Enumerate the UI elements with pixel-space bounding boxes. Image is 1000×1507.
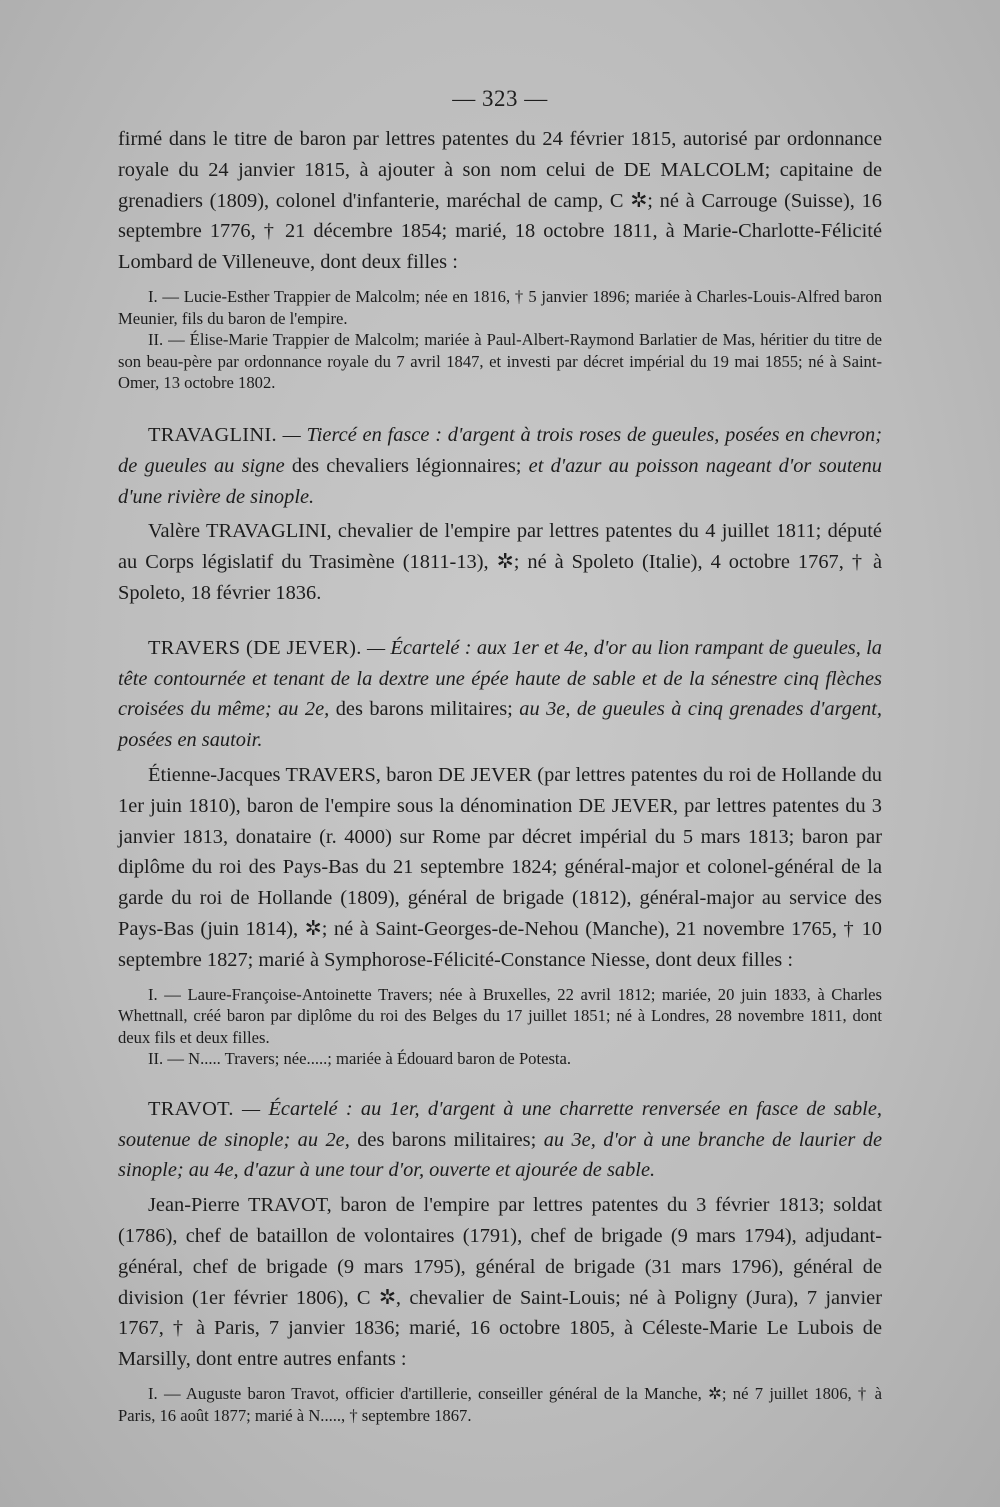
malcolm-child-2: II. — Élise-Marie Trappier de Malcolm; mariée à Paul-Albert-Raymond Barlatier de Mas, héritier du titre de son beau-père par ordonnance royale du 7 avril 1847, et investi par décret impérial du 19 mai 1855; né à Saint-Omer, 13 octobre 1802. <box>118 330 882 393</box>
travers-blazon-part-2: des barons militaires; <box>329 698 520 721</box>
travot-blazon-part-1: — Écartelé : au 1er, d'argent à une charrette renversée en fasce de sable, soutenue de sinople; au 2e, <box>118 1097 882 1151</box>
entry-travers <box>118 633 882 1070</box>
travers-children <box>118 984 882 1070</box>
travot-name: TRAVOT. <box>148 1097 234 1120</box>
travaglini-blazon-part-2: des chevaliers légionnaires; <box>284 454 529 477</box>
travers-child-1: I. — Laure-Françoise-Antoinette Travers; née à Bruxelles, 22 avril 1812; mariée, 20 juin 1833, à Charles Whettnall, créé baron par diplôme du roi des Belges du 17 juillet 1851; né à Londres, 28 novembre 1811, dont deux fils et deux filles. <box>118 984 882 1047</box>
malcolm-children <box>118 286 882 394</box>
travaglini-name: TRAVAGLINI. <box>148 423 277 446</box>
malcolm-child-1: I. — Lucie-Esther Trappier de Malcolm; née en 1816, † 5 janvier 1896; mariée à Charles-Louis-Alfred baron Meunier, fils du baron de l'empire. <box>118 286 882 328</box>
travaglini-biography: Valère TRAVAGLINI, chevalier de l'empire par lettres patentes du 4 juillet 1811; député au Corps législatif du Trasimène (1811-13), ✲; né à Spoleto (Italie), 4 octobre 1767, † à Spoleto, 18 février 1836. <box>118 520 882 604</box>
travers-blazon-part-1: — Écartelé : aux 1er et 4e, d'or au lion rampant de gueules, la tête contournée et tenant de la dextre une épée haute de sable et de la sénestre cinq flèches croisées du même; au 2e, <box>118 636 882 721</box>
travot-heading <box>118 1094 882 1186</box>
travaglini-blazon-part-3: et d'azur au poisson nageant d'or soutenu d'une rivière de sinople. <box>118 454 882 508</box>
entry-travaglini <box>118 420 882 609</box>
travers-child-2: II. — N..... Travers; née.....; mariée à Édouard baron de Potesta. <box>148 1049 572 1069</box>
page-body <box>118 124 882 1426</box>
page-number: — 323 — <box>452 86 548 111</box>
travers-heading <box>118 633 882 756</box>
travot-blazon-part-2: des barons militaires; <box>349 1128 544 1151</box>
travot-biography: Jean-Pierre TRAVOT, baron de l'empire par lettres patentes du 3 février 1813; soldat (1786), chef de bataillon de volontaires (1791), chef de brigade (9 mars 1794), adjudant-général, chef de brigade (9 mars 1795), général de brigade (31 mars 1796), général de division (1er février 1806), C ✲, chevalier de Saint-Louis; né à Poligny (Jura), 7 janvier 1767, † à Paris, 7 janvier 1836; marié, 16 octobre 1805, à Céleste-Marie Le Lubois de Marsilly, dont entre autres enfants : <box>118 1194 882 1371</box>
travers-biography: Étienne-Jacques TRAVERS, baron DE JEVER (par lettres patentes du roi de Hollande du 1er juin 1810), baron de l'empire sous la dénomination DE JEVER, par lettres patentes du 3 janvier 1813, donataire (r. 4000) sur Rome par décret impérial du 5 mars 1813; baron par diplôme du roi des Pays-Bas du 21 septembre 1824; général-major et colonel-général de la garde du roi de Hollande (1809), général de brigade (1812), général-major au service des Pays-Bas (juin 1814), ✲; né à Saint-Georges-de-Nehou (Manche), 21 novembre 1765, † 10 septembre 1827; marié à Symphorose-Félicité-Constance Niesse, dont deux filles : <box>118 763 882 971</box>
travers-blazon-part-3: au 3e, de gueules à cinq grenades d'argent, posées en sautoir. <box>118 698 882 752</box>
travaglini-heading <box>118 420 882 512</box>
travers-name: TRAVERS (DE JEVER). <box>148 636 362 659</box>
malcolm-paragraph: firmé dans le titre de baron par lettres patentes du 24 février 1815, autorisé par ordonnance royale du 24 janvier 1815, à ajouter à son nom celui de DE MALCOLM; capitaine de grenadiers (1809), colonel d'infanterie, maréchal de camp, C ✲; né à Carrouge (Suisse), 16 septembre 1776, † 21 décembre 1854; marié, 18 octobre 1811, à Marie-Charlotte-Félicité Lombard de Villeneuve, dont deux filles : <box>118 128 882 274</box>
travaglini-blazon-part-1: — Tiercé en fasce : d'argent à trois roses de gueules, posées en chevron; de gueules au signe <box>118 423 882 477</box>
travot-children <box>118 1383 882 1426</box>
travot-child-1: I. — Auguste baron Travot, officier d'artillerie, conseiller général de la Manche, ✲; né 7 juillet 1806, † à Paris, 16 août 1877; marié à N....., † septembre 1867. <box>118 1384 882 1425</box>
entry-travot <box>118 1094 882 1426</box>
travot-blazon-part-3: au 3e, d'or à une branche de laurier de sinople; au 4e, d'azur à une tour d'or, ouverte et ajourée de sable. <box>118 1128 882 1182</box>
